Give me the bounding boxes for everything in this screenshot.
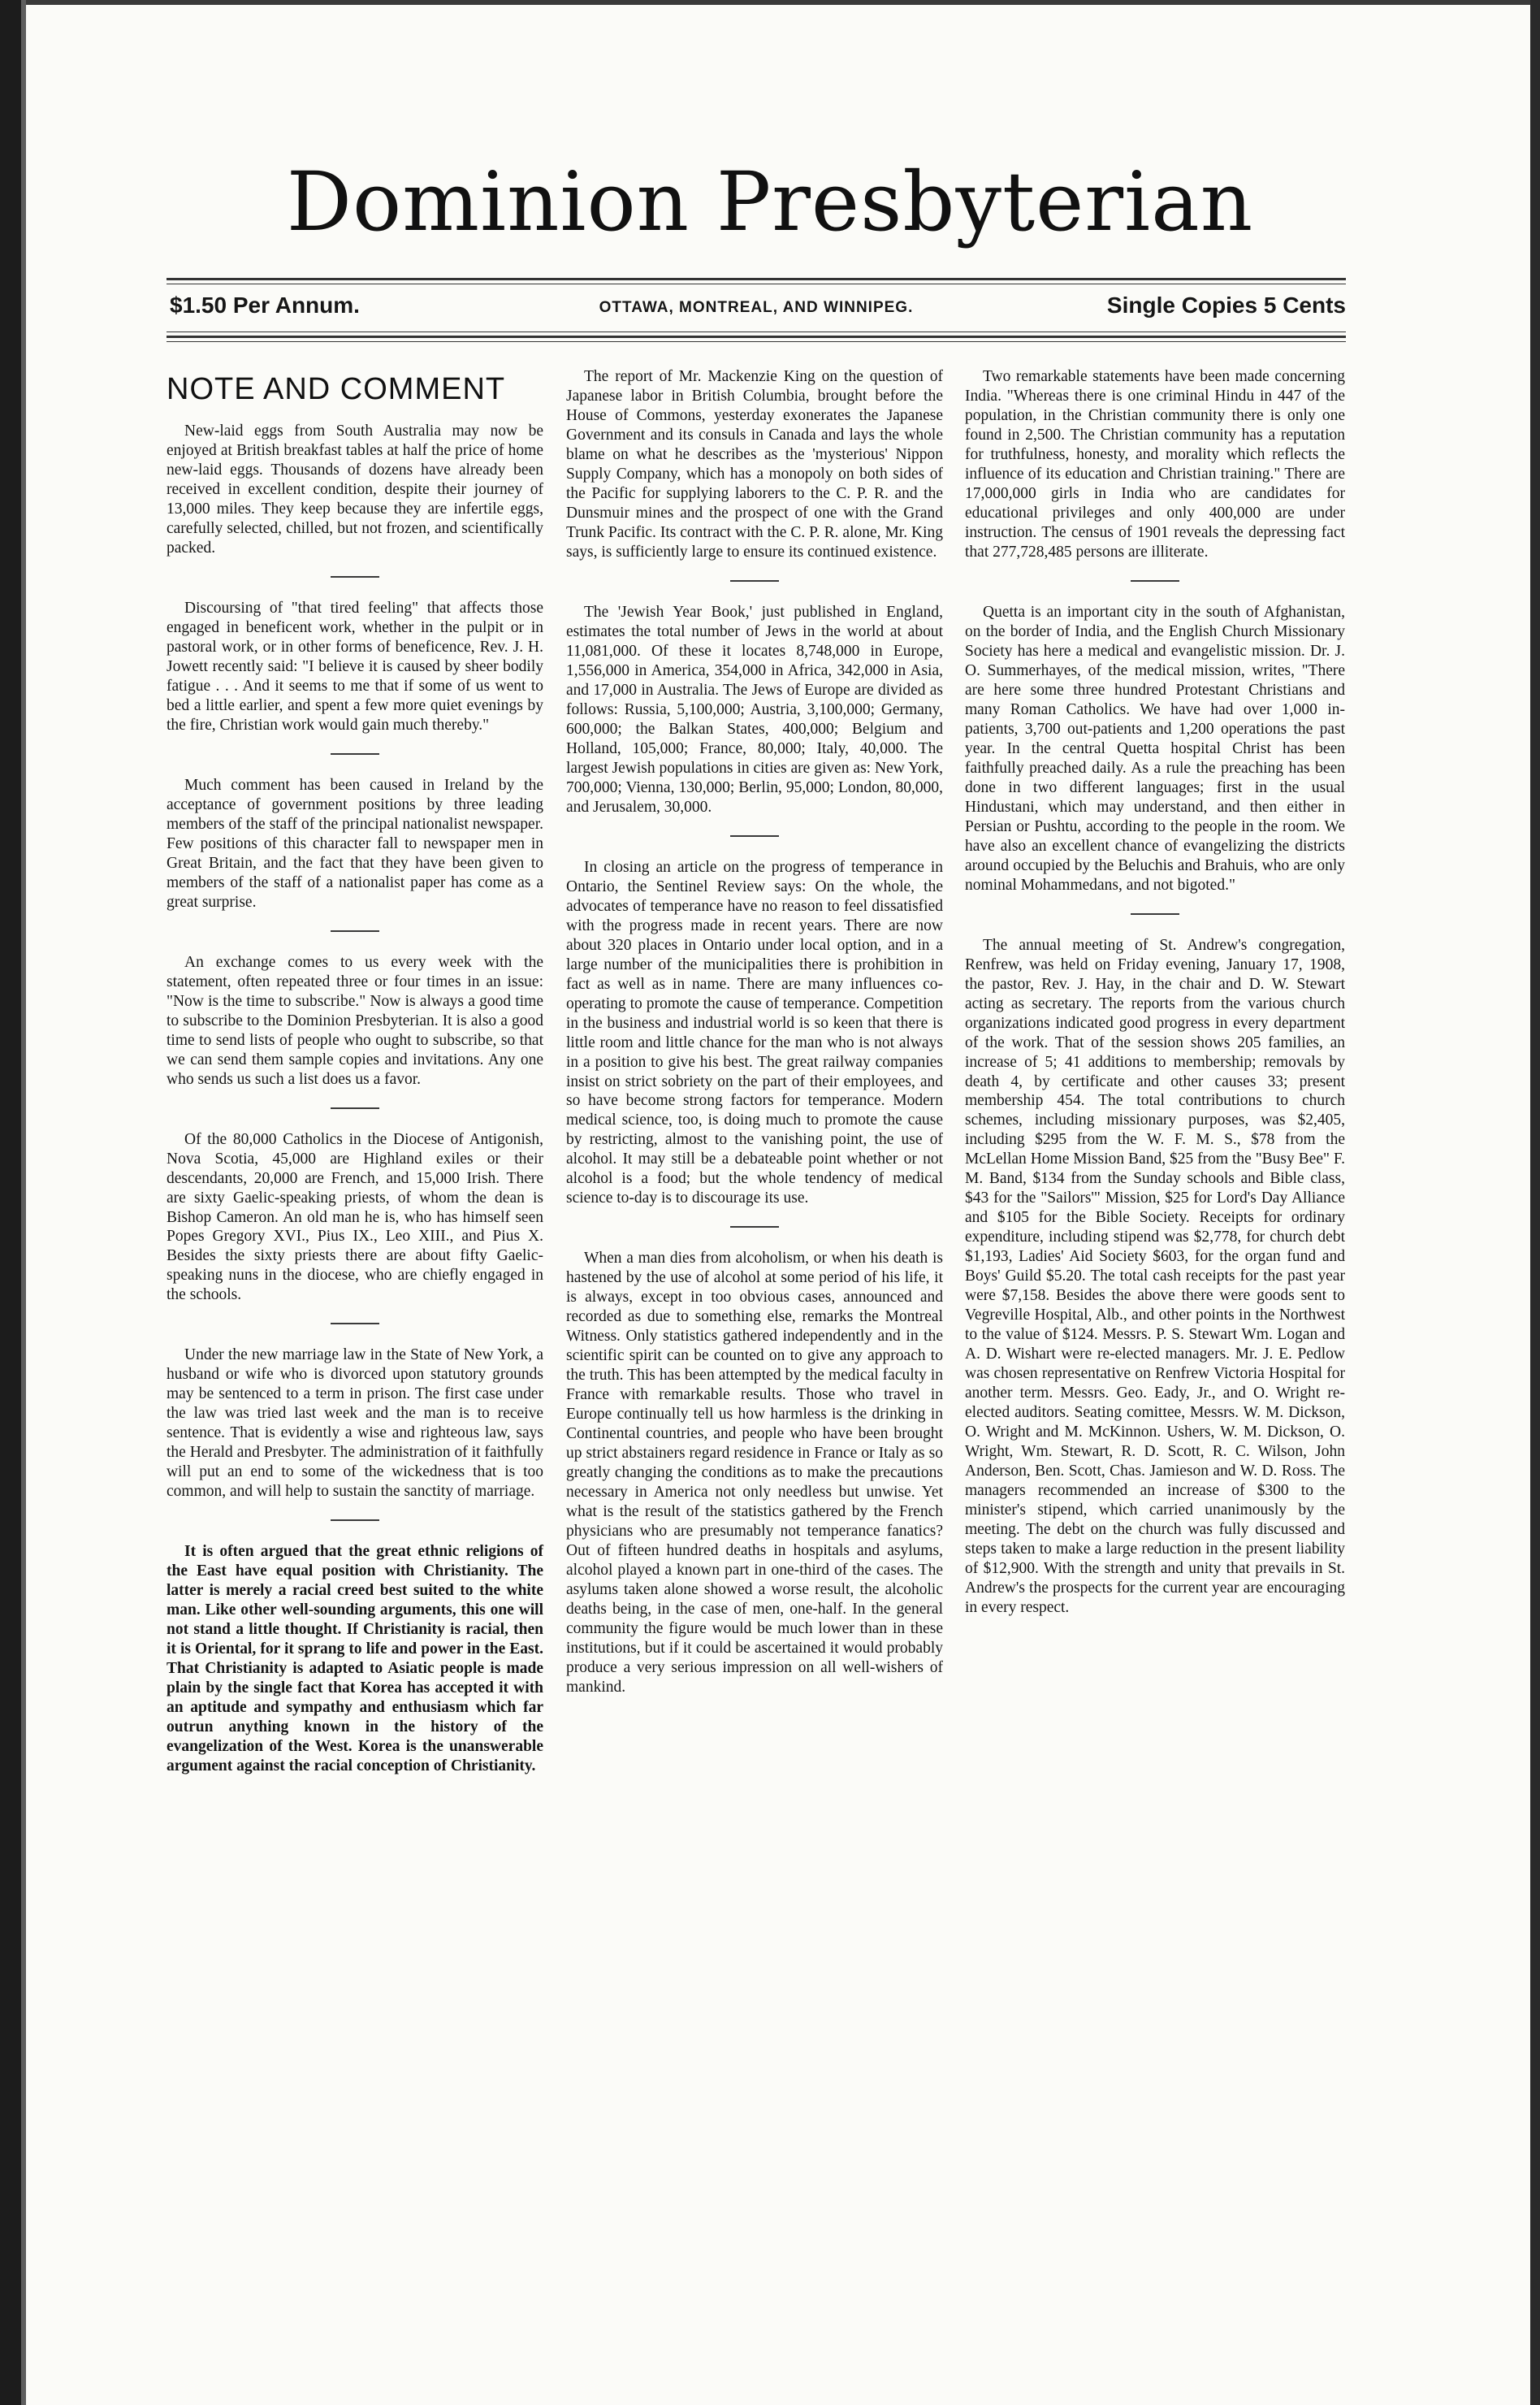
column-3 <box>965 367 1345 1618</box>
article-separator <box>1131 580 1179 582</box>
masthead-rule <box>167 336 1346 338</box>
column-1 <box>167 367 543 1776</box>
article-ireland: Much comment has been caused in Ireland by the acceptance of government positions by three leading members of the staff of the principal nationalist newspaper. Few positions of this character fall to newspaper men in Great Britain, and the fact that they have been given to members of the staff of a nationalist paper has come as a great surprise. <box>167 776 543 911</box>
article-separator <box>331 930 379 932</box>
scan-edge-top <box>0 0 1540 5</box>
scan-edge-right <box>1530 0 1540 2405</box>
article-quetta: Quetta is an important city in the south of Afghanistan, on the border of India, and the English Church Missionary Society has here a medical and evangelistic mission. Dr. J. O. Summerhayes, of the medical mission, writes, "There are here some three hundred Protestant Christians and many Roman Catholics. We have had over 1,000 in-patients, 3,700 out-patients and 1,200 operations the past year. In the central Quetta hospital Christ has been faithfully preached daily. As a rule the preaching has been done in two different languages; first in the usual Hindustani, which may understand, and then either in Persian or Pushtu, according to the people in the room. We have also an excellent chance of evangelizing the districts around occupied by the Beluchis and Brahuis, who are only nominal Mohammedans, and not bigoted." <box>965 603 1345 894</box>
article-separator <box>331 1519 379 1521</box>
article-separator <box>331 1107 379 1109</box>
single-copy-price: Single Copies 5 Cents <box>1106 292 1346 318</box>
article-separator <box>730 1226 779 1228</box>
scan-edge-left-shadow <box>21 0 26 2405</box>
masthead-info-bar <box>167 289 1346 327</box>
article-antigonish: Of the 80,000 Catholics in the Diocese of Antigonish, Nova Scotia, 45,000 are Highland exiles or their descendants, 20,000 are French, and 15,000 Irish. There are sixty Gaelic-speaking priests, of whom the dean is Bishop Cameron. An old man he is, who has himself seen Popes Gregory XVI., Pius IX., Leo XIII., and Pius X. Besides the sixty priests there are about fifty Gaelic-speaking nuns in the diocese, who are chiefly engaged in the schools. <box>167 1130 543 1304</box>
article-separator <box>331 753 379 755</box>
scan-edge-left <box>0 0 21 2405</box>
article-marriage-law: Under the new marriage law in the State of New York, a husband or wife who is divorced upon statutory grounds may be sentenced to a term in prison. The first case under the law was tried last week and the man is to receive sentence. That is evidently a wise and righteous law, says the Herald and Presbyter. The administration of it faithfully will put an end to some of the wickedness that is too common, and will help to sustain the sanctity of marriage. <box>167 1346 543 1501</box>
column-2 <box>566 367 943 1697</box>
article-japanese-labor: The report of Mr. Mackenzie King on the question of Japanese labor in British Columbia, brought before the House of Commons, yesterday exonerates the Japanese Government and its consuls in Canada and lays the whole blame on what he describes as the 'mysterious' Nippon Supply Company, which has a monopoly on both sides of the Pacific for supplying laborers to the C. P. R. and the Dunsmuir mines and the prospect of one with the Grand Trunk Pacific. Its contract with the C. P. R. alone, Mr. King says, is sufficiently large to ensure its continued existence. <box>566 368 943 561</box>
article-alcoholism: When a man dies from alcoholism, or when his death is hastened by the use of alcohol at some period of his life, it is always, except in too obvious cases, announced and recorded as due to something else, remarks the Montreal Witness. Only statistics gathered independently and in the scientific spirit can be counted on to give any approach to the truth. This has been attempted by the medical faculty in France with remarkable results. Those who travel in Europe continually tell us how harmless is the drinking in Continental countries, and people who have been brought up strict abstainers regard residence in France or Italy as so greatly changing the conditions as to make the precautions necessary in America not only needless but unwise. Yet what is the result of the statistics gathered by the French physicians who are presumably not temperance fanatics? Out of fifteen hundred deaths in hospitals and asylums, alcohol played a known part in one-third of the cases. The asylums taken alone showed a worse result, the alcoholic deaths being, in the case of men, one-half. In the general community the figure would be much lower than in these institutions, but if it could be ascertained it would probably produce a very serious impression on all well-wishers of mankind. <box>566 1250 943 1696</box>
article-tired-feeling: Discoursing of "that tired feeling" that affects those engaged in beneficent work, whether in the pulpit or in pastoral work, or in other forms of beneficence, Rev. J. H. Jowett recently said: "I believe it is caused by sheer bodily fatigue . . . And it seems to me that if some of us went to bed a little earlier, and spent a few more quiet evenings by the fire, Christian work would gain much thereby." <box>167 599 543 734</box>
article-separator <box>331 1323 379 1324</box>
article-temperance: In closing an article on the progress of temperance in Ontario, the Sentinel Review says: On the whole, the advocates of temperance have no reason to feel dissatisfied with the progress made in recent years. There are now about 320 places in Ontario under local option, and in a large number of the municipalities there is prohibition in fact as well as in name. There are many influences co-operating to promote the cause of temperance. Competition in the business and industrial world is so keen that there is little room and little chance for the man who is not always in a position to give his best. The great railway companies insist on strict sobriety on the part of their employees, and so have become strong factors for temperance. Modern medical science, too, is doing much to promote the cause by restricting, almost to the vanishing point, the use of alcohol. It may still be a debateable point whether or not alcohol is a food; but the whole tendency of medical science to-day is to discourage its use. <box>566 858 943 1207</box>
article-st-andrews: The annual meeting of St. Andrew's congregation, Renfrew, was held on Friday evening, January 17, 1908, the pastor, Rev. J. Hay, in the chair and D. W. Stewart acting as secretary. The reports from the various church organizations indicated good progress in every department of the work. That of the session shows 205 families, an increase of 5; 41 additions to membership; removals by death 4, by certificate and other causes 33; present membership 454. The total contributions to church schemes, including missionary purposes, was $2,405, including $295 from the W. F. M. S., $78 from the McLellan Home Mission Band, $25 from the "Busy Bee" F. M. Band, $134 from the Sunday schools and Bible class, $43 for the "Sailors'" Mission, $25 for Lord's Day Alliance and $105 for the Bible Society. Receipts for ordinary expenditure, including stipend was $2,778, for church debt $1,193, Ladies' Aid Society $603, for the organ fund and Boys' Guild $5.20. The total cash receipts for the past year were $7,158. Besides the above there were goods sent to Vegreville Hospital, Alb., and other points in the Northwest to the value of $124. Messrs. P. S. Stewart Wm. Logan and A. D. Wishart were re-elected managers. Mr. J. E. Pedlow was chosen representative on Renfrew Victoria Hospital for another term. Messrs. Geo. Eady, Jr., and O. Wright re-elected auditors. Seating comittee, Messrs. W. M. Dickson, O. Wright and M. McKinnon. Ushers, W. M. Dickson, O. Wright, Wm. Stewart, R. D. Scott, R. C. Wilson, John Anderson, Ben. Scott, Chas. Jamieson and W. D. Ross. The managers recommended an increase of $300 to the minister's stipend, which carried unanimously by the meeting. The debt on the church was fully discussed and steps taken to make a large reduction in the present liability of $12,900. With the strength and unity that prevails in St. Andrew's the prospects for the current year are encouraging in every respect. <box>965 936 1345 1617</box>
article-eggs: New-laid eggs from South Australia may now be enjoyed at British breakfast tables at half the price of home new-laid eggs. Thousands of dozens have already been received in excellent condition, despite their journey of 13,000 miles. They keep because they are infertile eggs, carefully selected, chilled, but not frozen, and scientifically packed. <box>167 422 543 557</box>
subscription-price: $1.50 Per Annum. <box>170 292 360 318</box>
masthead-title: Dominion Presbyterian <box>286 154 1254 249</box>
article-separator <box>1131 913 1179 915</box>
section-heading: NOTE AND COMMENT <box>167 372 506 406</box>
masthead-rule <box>167 341 1346 342</box>
article-jewish-year-book: The 'Jewish Year Book,' just published in England, estimates the total number of Jews in the world at about 11,081,000. Of these it locates 8,748,000 in Europe, 1,556,000 in America, 354,000 in Africa, 342,000 in Asia, and 17,000 in Australia. The Jews of Europe are divided as follows: Russia, 5,100,000; Austria, 3,100,000; Germany, 600,000; the Balkan States, 400,000; Belgium and Holland, 105,000; France, 80,000; Italy, 40,000. The largest Jewish populations in cities are given as: New York, 700,000; Vienna, 130,000; Berlin, 95,000; London, 80,000, and Jerusalem, 30,000. <box>566 603 943 816</box>
publication-cities: OTTAWA, MONTREAL, AND WINNIPEG. <box>599 299 914 316</box>
article-separator <box>331 576 379 578</box>
article-christianity: It is often argued that the great ethnic religions of the East have equal position with Christianity. The latter is merely a racial creed best suited to the white man. Like other well-sounding arguments, this one will not stand a little thought. If Christianity is racial, then it is Oriental, for it sprang to life and power in the East. That Christianity is adapted to Asiatic people is made plain by the single fact that Korea has accepted it with an aptitude and sympathy and enthusiasm which far outrun anything known in the history of the evangelization of the West. Korea is the unanswerable argument against the racial conception of Christianity. <box>167 1543 543 1775</box>
article-separator <box>730 580 779 582</box>
article-separator <box>730 835 779 837</box>
article-india: Two remarkable statements have been made concerning India. "Whereas there is one criminal Hindu in 447 of the population, in the Christian community there is only one found in 2,500. The Christian community has a reputation for truthfulness, honesty, and morality which reflects the influence of its education and Christian training." There are 17,000,000 girls in India who are candidates for educational privileges and only 400,000 are under instruction. The census of 1901 reveals the depressing fact that 277,728,485 persons are illiterate. <box>965 368 1345 561</box>
masthead-rule <box>167 278 1346 280</box>
article-subscribe: An exchange comes to us every week with the statement, often repeated three or four times in an issue: "Now is the time to subscribe." Now is always a good time to subscribe to the Dominion Presbyterian. It is also a good time to send lists of people who ought to subscribe, so that we can send them sample copies and invitations. Any one who sends us such a list does us a favor. <box>167 953 543 1088</box>
